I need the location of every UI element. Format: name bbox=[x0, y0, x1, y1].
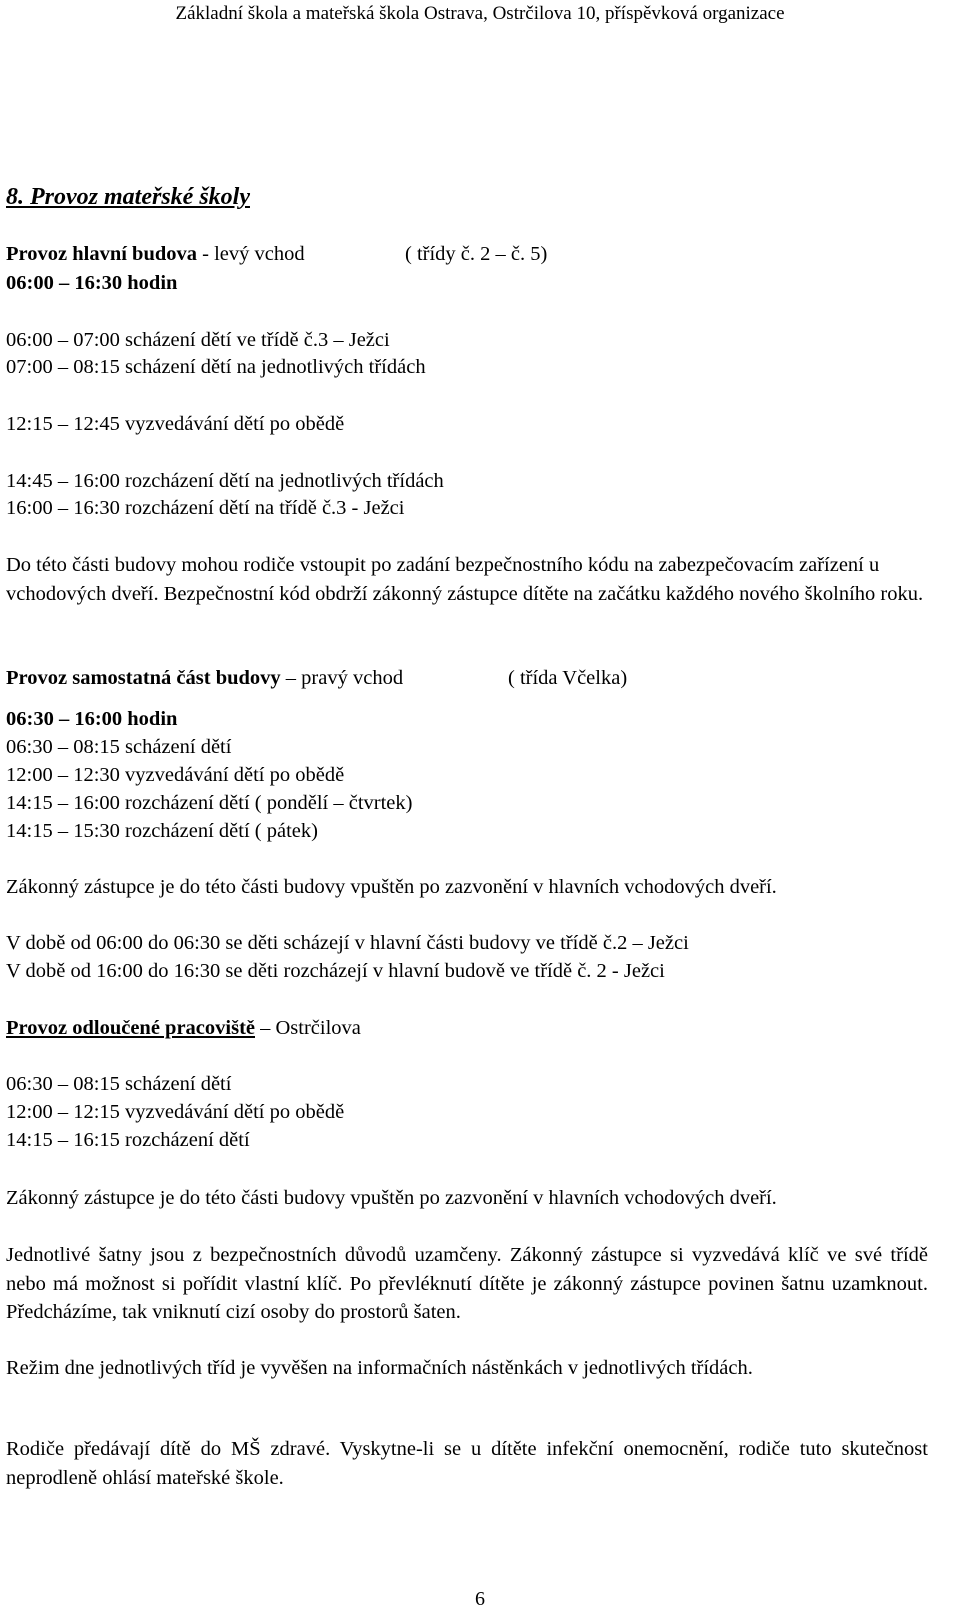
main-building-title bbox=[6, 242, 305, 266]
schedule-line: 16:00 – 16:30 rozcházení dětí na třídě č.3 - Ježci bbox=[6, 497, 405, 519]
main-building-title-rest: - levý vchod bbox=[197, 243, 305, 265]
schedule-line: 07:00 – 08:15 scházení dětí na jednotlivých třídách bbox=[6, 356, 426, 378]
separate-part-title-bold: Provoz samostatná část budovy bbox=[6, 667, 281, 689]
schedule-line: 14:15 – 15:30 rozcházení dětí ( pátek) bbox=[6, 820, 318, 842]
access-paragraph: Do této části budovy mohou rodiče vstoupit po zadání bezpečnostního kódu na zabezpečovacím zařízení u vchodových dveří. Bezpečnostní kód obdrží zákonný zástupce dítěte na začátku každého nového školního roku. bbox=[6, 554, 924, 605]
main-building-hours: 06:00 – 16:30 hodin bbox=[6, 272, 178, 294]
evening-note: V době od 16:00 do 16:30 se děti rozcházejí v hlavní budově ve třídě č. 2 - Ježci bbox=[6, 960, 665, 982]
schedule-line: 14:15 – 16:00 rozcházení dětí ( pondělí – čtvrtek) bbox=[6, 792, 413, 814]
schedule-line: 06:30 – 08:15 scházení dětí bbox=[6, 736, 232, 758]
wardrobes-paragraph: Jednotlivé šatny jsou z bezpečnostních důvodů uzamčeny. Zákonný zástupce si vyzvedává klíč ve své třídě nebo má možnost si pořídit vlastní klíč. Po převléknutí dítěte je zákonný zástupce povinen šatnu uzamknout. Předcházíme, tak vniknutí cizí osoby do prostorů šaten. bbox=[6, 1244, 928, 1323]
separate-part-hours: 06:30 – 16:00 hodin bbox=[6, 708, 178, 730]
schedule-line: 12:00 – 12:15 vyzvedávání dětí po obědě bbox=[6, 1101, 345, 1123]
daily-regime-note: Režim dne jednotlivých tříd je vyvěšen na informačních nástěnkách v jednotlivých třídách. bbox=[6, 1357, 753, 1379]
health-paragraph: Rodiče předávají dítě do MŠ zdravé. Vyskytne-li se u dítěte infekční onemocnění, rodiče tuto skutečnost neprodleně ohlásí mateřské škole. bbox=[6, 1438, 928, 1489]
schedule-line: 06:00 – 07:00 scházení dětí ve třídě č.3 – Ježci bbox=[6, 329, 390, 351]
page-header: Základní škola a mateřská škola Ostrava, Ostrčilova 10, příspěvková organizace bbox=[175, 3, 785, 24]
schedule-line: 06:30 – 08:15 scházení dětí bbox=[6, 1073, 232, 1095]
separate-part-access-note: Zákonný zástupce je do této části budovy vpuštěn po zazvonění v hlavních vchodových dveří. bbox=[6, 876, 777, 898]
detached-site-access-note: Zákonný zástupce je do této části budovy vpuštěn po zazvonění v hlavních vchodových dveří. bbox=[6, 1187, 777, 1209]
schedule-line: 14:15 – 16:15 rozcházení dětí bbox=[6, 1129, 250, 1151]
detached-site-title-bold: Provoz odloučené pracoviště bbox=[6, 1017, 255, 1039]
schedule-line: 14:45 – 16:00 rozcházení dětí na jednotlivých třídách bbox=[6, 470, 444, 492]
separate-part-class: ( třída Včelka) bbox=[508, 667, 628, 689]
page-number: 6 bbox=[475, 1588, 485, 1610]
schedule-line: 12:00 – 12:30 vyzvedávání dětí po obědě bbox=[6, 764, 345, 786]
detached-site-title bbox=[6, 1016, 361, 1040]
section-heading: 8. Provoz mateřské školy bbox=[6, 184, 250, 210]
main-building-title-bold: Provoz hlavní budova bbox=[6, 243, 197, 265]
detached-site-title-rest: – Ostrčilova bbox=[255, 1017, 361, 1039]
morning-note: V době od 06:00 do 06:30 se děti scházejí v hlavní části budovy ve třídě č.2 – Ježci bbox=[6, 932, 689, 954]
separate-part-title-rest: – pravý vchod bbox=[280, 667, 404, 689]
main-building-classes: ( třídy č. 2 – č. 5) bbox=[405, 243, 548, 265]
separate-part-title bbox=[6, 666, 403, 690]
schedule-line: 12:15 – 12:45 vyzvedávání dětí po obědě bbox=[6, 413, 345, 435]
